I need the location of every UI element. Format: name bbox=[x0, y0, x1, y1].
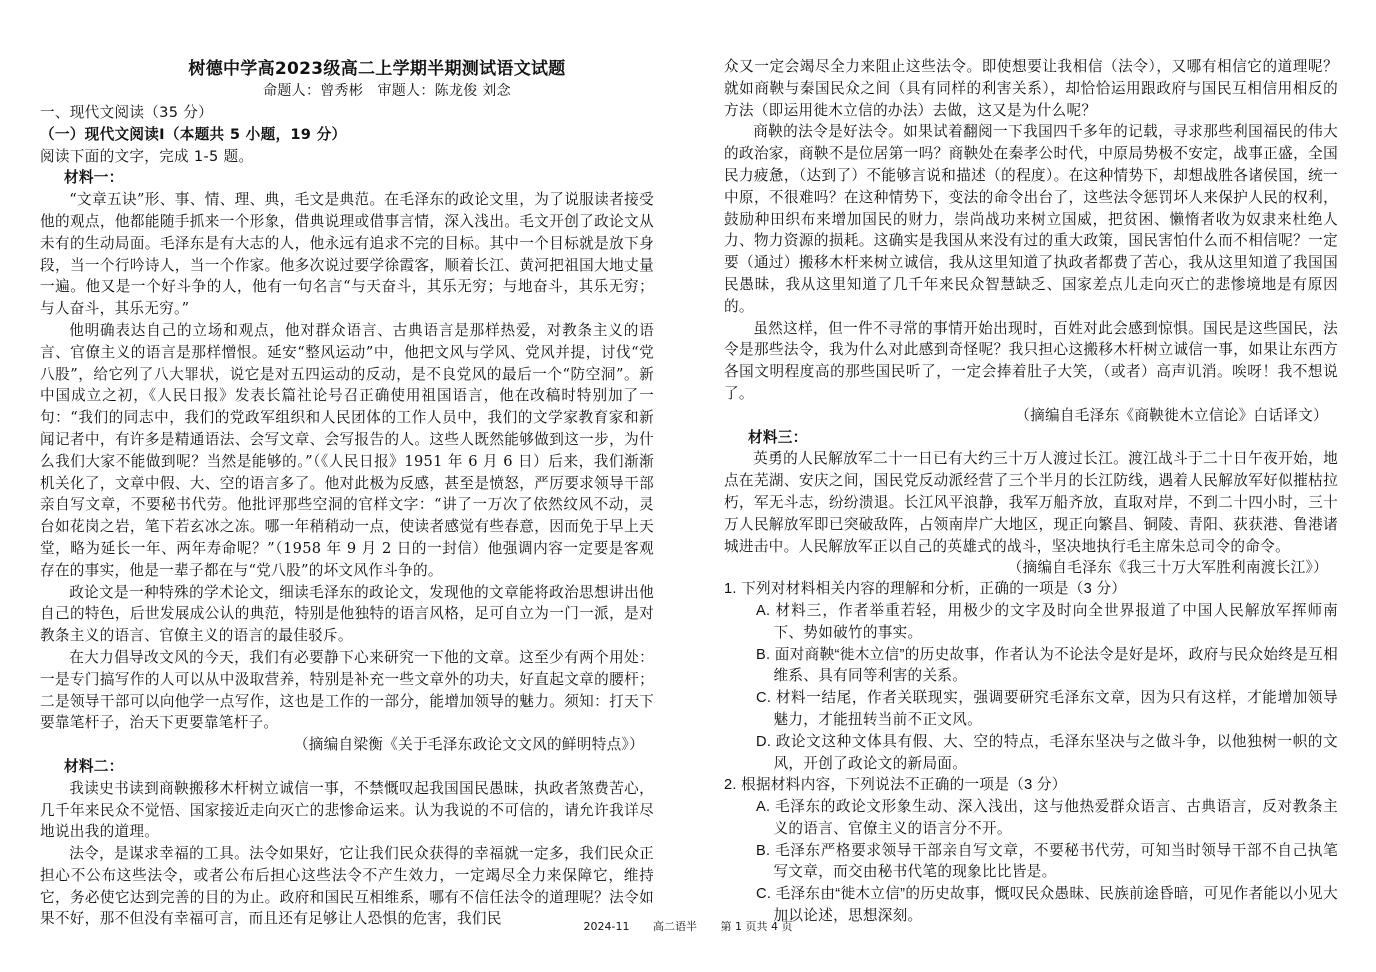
material3-label: 材料三： bbox=[748, 428, 808, 446]
material3-paragraph: 英勇的人民解放军二十一日已有大约三十万人渡过长江。渡江战斗于二十日午夜开始，地点在芜湖、安庆之间，国民党反动派经营了三个半月的长江防线，遇着人民解放军好似摧枯拉朽，军无斗志，纷纷溃退。长江风平浪静，我军万船齐放，直取对岸，不到二十四小时，三十万人民解放军即已突破敌阵，占领南岸广大地区，现正向繁昌、铜陵、青阳、荻获港、鲁港诸城进击中。人民解放军正以自己的英雄式的战斗，坚决地执行毛主席朱总司令的命令。 bbox=[724, 450, 1338, 555]
material2-label: 材料二： bbox=[64, 757, 124, 775]
material2-paragraph: 商鞅的法令是好法令。如果试着翻阅一下我国四千多年的记载，寻求那些利国福民的伟大的政治家，商鞅不是位居第一吗？商鞅处在秦孝公时代，中原局势极不安定，战事正盛，全国民力疲惫，（达到了）不能够言说和描述（的程度）。在这种情势下，却想战胜各诸侯国，统一中原，不很难吗？在这种情势下，变法的命令出台了，这些法令惩罚坏人来保护人民的权利，鼓励种田织布来增加国民的财力，崇尚战功来树立国威，把贫困、懒惰者收为奴隶来杜绝人力、物力资源的损耗。这确实是我国从来没有过的重大政策，国民害怕什么而不相信呢？一定要（通过）搬移木杆来树立诚信，我从这里知道了执政者都费了苦心，我从这里知道了我国国民愚昧，我从这里知道了几千年来民众智慧缺乏、国家差点儿走向灭亡的悲惨境地是有原因的。 bbox=[724, 123, 1338, 315]
material2-paragraph: 虽然这样，但一件不寻常的事情开始出现时，百姓对此会感到惊惧。国民是这些国民，法令是那些法令，我为什么对此感到奇怪呢？我只担心这搬移木杆树立诚信一事，如果让东西方各国文明程度高的那些国民听了，一定会捧着肚子大笑，（或者）高声讥消。唉呀！我不想说了。 bbox=[724, 319, 1338, 402]
left-column bbox=[40, 0, 654, 930]
question-option: B. 毛泽东严格要求领导干部亲自写文章，不要秘书代劳，可知当时领导干部不自己执笔写文章，而交由秘书代笔的现象比比皆是。 bbox=[756, 842, 1338, 881]
question-option: A. 毛泽东的政论文形象生动、深入浅出，这与他热爱群众语言、古典语言，反对教条主义的语言、官僚主义的语言分不开。 bbox=[756, 799, 1338, 837]
question-option: D. 政论文这种文体具有假、大、空的特点，毛泽东坚决与之做斗争，以他独树一帜的文风，开创了政论文的新局面。 bbox=[756, 733, 1338, 772]
question-stem: 1. 下列对材料相关内容的理解和分析，正确的一项是（3 分） bbox=[724, 581, 1127, 598]
footer-page-number: 第 1 页共 4 页 bbox=[720, 920, 793, 933]
reading-instruction: 阅读下面的文字，完成 1-5 题。 bbox=[40, 147, 254, 165]
material2-paragraph: 我读史书读到商鞅搬移木杆树立诚信一事，不禁慨叹起我国国民愚昧，执政者煞费苦心，几千年来民众不觉悟、国家接近走向灭亡的悲惨命运来。认为我说的不可信的，请允许我详尽地说出我的道理。 bbox=[40, 779, 654, 841]
question-option: B. 面对商鞅“徙木立信”的历史故事，作者认为不论法令是好是坏，政府与民众始终是互相维系、具有同等利害的关系。 bbox=[756, 646, 1338, 685]
material3-source: （摘编自毛泽东《我三十万大军胜利南渡长江》） bbox=[1007, 559, 1328, 577]
material1-paragraph: 在大力倡导改文风的今天，我们有必要静下心来研究一下他的文章。这至少有两个用处：一是专门搞写作的人可以从中汲取营养，特别是补充一些文章外的功夫，好直起文章的腰杆；二是领导干部可以向他学一点写作，这也是工作的一部分，能增加领导的魅力。须知：打天下要靠笔杆子，治天下更要靠笔杆子。 bbox=[40, 648, 654, 732]
material1-label: 材料一： bbox=[64, 169, 124, 187]
footer-subject: 高二语半 bbox=[652, 920, 697, 933]
question-option: A. 材料三，作者举重若轻，用极少的文字及时向全世界报道了中国人民解放军挥师南下、势如破竹的事实。 bbox=[756, 602, 1338, 641]
material2-paragraph: 法令，是谋求幸福的工具。法令如果好，它让我们民众获得的幸福就一定多，我们民众正担心不公布这些法令，或者公布后担心这些法令不产生效力，一定竭尽全力来保障它，维持它，务必使它达到完善的目的为止。政府和国民互相维系，哪有不信任法令的道理呢？法令如果不好，那不但没有幸福可言，而且还有足够让人恐惧的危害，我们民 bbox=[40, 845, 654, 928]
question-option: C. 毛泽东由“徙木立信”的历史故事，慨叹民众愚昧、民族前途昏暗，可见作者能以小见大加以论述，思想深刻。 bbox=[756, 886, 1338, 925]
right-column bbox=[724, 0, 1338, 928]
material1-source: （摘编自梁衡《关于毛泽东政论文文风的鲜明特点》） bbox=[293, 736, 644, 754]
question-stem: 2. 根据材料内容，下列说法不正确的一项是（3 分） bbox=[724, 777, 1067, 794]
material1-paragraph: 他明确表达自己的立场和观点，他对群众语言、古典语言是那样热爱，对教条主义的语言、官僚主义的语言是那样憎恨。延安“整风运动”中，他把文风与学风、党风并提，讨伐“党八股”，给它列了八大罪状，说它是对五四运动的反动，是不良党风的最后一个“防空洞”。新中国成立之初，《人民日报》发表长篇社论号召正确使用祖国语言，他在改稿时特别加了一句：“我们的同志中，我们的党政军组织和人民团体的工作人员中，我们的文学家教育家和新闻记者中，有许多是精通语法、会写文章、会写报告的人。这些人既然能够做到这一步，为什么我们大家不能做到呢？当然是能够的。”（《人民日报》1951 年 6 月 6 日）后来，我们渐渐机关化了，文章中假、大、空的语言多了。他对此极为反感，甚至是愤怒，严厉要求领导干部亲自写文章，不要秘书代劳。他批评那些空洞的官样文字：“讲了一万次了依然纹风不动，灵台如花岗之岩，笔下若玄冰之冻。哪一年稍稍动一点，使读者感觉有些春意，因而免于早上天堂，略为延长一年、两年寿命呢？”（1958 年 9 月 2 日的一封信）他强调内容一定要是客观存在的事实，他是一辈子都在与“党八股”的坏文风作斗争的。 bbox=[40, 321, 654, 579]
material1-paragraph: 政论文是一种特殊的学术论文，细读毛泽东的政论文，发现他的文章能将政治思想讲出他自己的特色，后世发展成公认的典范，特别是他独特的语言风格，足可自立为一门一派，是对教条主义的语言、官僚主义的语言的最佳驳斥。 bbox=[40, 583, 654, 645]
section-heading: 一、现代文阅读（35 分） bbox=[40, 104, 214, 121]
exam-authors: 命题人：曾秀彬 审题人：陈龙俊 刘念 bbox=[263, 83, 511, 99]
sub-section-heading: （一）现代文阅读Ⅰ（本题共 5 小题，19 分） bbox=[40, 125, 347, 143]
exam-title: 树德中学高2023级高二上学期半期测试语文试题 bbox=[188, 59, 566, 79]
question-option: C. 材料一结尾，作者关联现实，强调要研究毛泽东文章，因为只有这样，才能增加领导魅力，才能扭转当前不正文风。 bbox=[756, 690, 1338, 728]
material2-source: （摘编自毛泽东《商鞅徙木立信论》白话译文） bbox=[1015, 406, 1328, 424]
material1-paragraph: “文章五诀”形、事、情、理、典，毛文是典范。在毛泽东的政论文里，为了说服读者接受他的观点，他都能随手抓来一个形象，借典说理或借事言情，深入浅出。毛文开创了政论文从未有的生动局面。毛泽东是有大志的人，他永远有追求不完的目标。其中一个目标就是放下身段，当一个行吟诗人，当一个作家。他多次说过要学徐霞客，顺着长江、黄河把祖国大地丈量一遍。他又是一个好斗争的人，他有一句名言“与天奋斗，其乐无穷；与地奋斗，其乐无穷；与人奋斗，其乐无穷。” bbox=[40, 191, 654, 318]
material2-paragraph-continued: 众又一定会竭尽全力来阻止这些法令。即使想要让我相信（法令），又哪有相信它的道理呢？就如商鞅与秦国民众之间（具有同样的利害关系），却恰恰运用跟政府与国民互相信用相反的方法（即运用徙木立信的办法）去做，这又是为什么呢？ bbox=[724, 58, 1338, 119]
footer-date: 2024-11 bbox=[583, 920, 630, 933]
page-footer bbox=[0, 918, 1376, 934]
